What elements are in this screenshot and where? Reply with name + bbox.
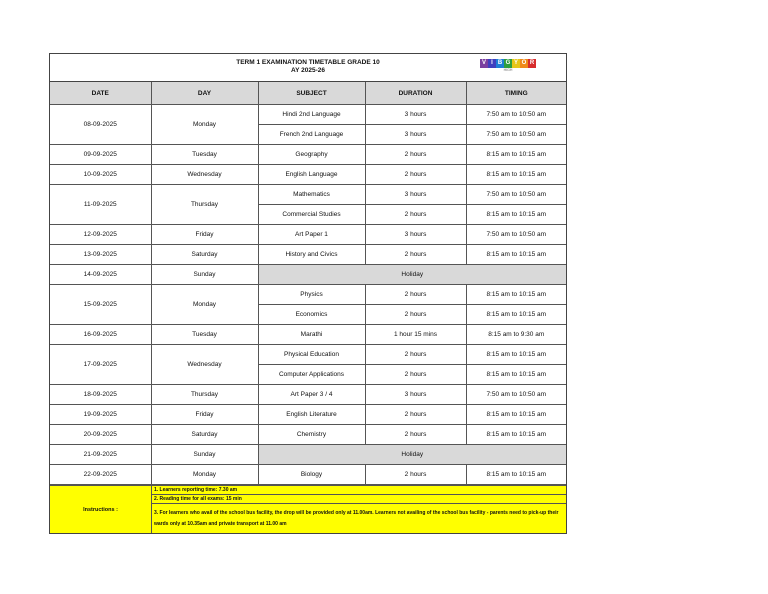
date-cell: 11-09-2025 [50,185,151,225]
table-row [50,105,566,125]
day-cell: Monday [151,285,258,325]
table-row [50,345,566,365]
duration-cell: 2 hours [365,245,466,265]
instruction-item: 2. Reading time for all exams: 15 min [152,495,566,504]
date-cell: 10-09-2025 [50,165,151,185]
timing-cell: 8:15 am to 9:30 am [466,325,566,345]
col-header-timing: TIMING [466,82,566,105]
duration-cell: 2 hours [365,305,466,325]
timing-cell: 8:15 am to 10:15 am [466,285,566,305]
page-subtitle: AY 2025-26 [291,67,325,74]
logo-letters [480,59,536,68]
day-cell: Monday [151,105,258,145]
subject-cell: Hindi 2nd Language [258,105,365,125]
page-title: TERM 1 EXAMINATION TIMETABLE GRADE 10 [236,59,380,66]
table-row [50,145,566,165]
date-cell: 09-09-2025 [50,145,151,165]
subject-cell: English Language [258,165,365,185]
day-cell: Thursday [151,185,258,225]
subject-cell: English Literature [258,405,365,425]
timing-cell: 8:15 am to 10:15 am [466,465,566,485]
day-cell: Sunday [151,265,258,285]
timing-cell: 7:50 am to 10:50 am [466,225,566,245]
subject-cell: Physics [258,285,365,305]
day-cell: Wednesday [151,345,258,385]
table-header-row [50,82,566,105]
timing-cell: 8:15 am to 10:15 am [466,405,566,425]
duration-cell: 2 hours [365,425,466,445]
holiday-cell: Holiday [258,265,566,285]
date-cell: 08-09-2025 [50,105,151,145]
timing-cell: 8:15 am to 10:15 am [466,345,566,365]
table-row [50,325,566,345]
date-cell: 13-09-2025 [50,245,151,265]
subject-cell: Physical Education [258,345,365,365]
table-row [50,165,566,185]
subject-cell: Biology [258,465,365,485]
duration-cell: 3 hours [365,125,466,145]
timetable [50,82,566,485]
timing-cell: 7:50 am to 10:50 am [466,125,566,145]
subject-cell: French 2nd Language [258,125,365,145]
col-header-date: DATE [50,82,151,105]
table-row [50,245,566,265]
duration-cell: 1 hour 15 mins [365,325,466,345]
title-row [50,54,566,82]
day-cell: Saturday [151,245,258,265]
day-cell: Thursday [151,385,258,405]
logo-letter: R [529,60,535,66]
timing-cell: 7:50 am to 10:50 am [466,185,566,205]
timing-cell: 8:15 am to 10:15 am [466,365,566,385]
date-cell: 19-09-2025 [50,405,151,425]
date-cell: 20-09-2025 [50,425,151,445]
timing-cell: 8:15 am to 10:15 am [466,205,566,225]
duration-cell: 2 hours [365,205,466,225]
timetable-sheet [49,53,567,534]
duration-cell: 2 hours [365,145,466,165]
table-row [50,185,566,205]
day-cell: Monday [151,465,258,485]
table-row [50,405,566,425]
duration-cell: 3 hours [365,225,466,245]
col-header-subject: SUBJECT [258,82,365,105]
logo-letter: B [497,60,503,66]
subject-cell: Geography [258,145,365,165]
table-row [50,425,566,445]
table-row [50,265,566,285]
table-row [50,445,566,465]
instructions-list [152,486,566,533]
instruction-item: 1. Learners reporting time: 7.30 am [152,486,566,495]
date-cell: 22-09-2025 [50,465,151,485]
table-row [50,285,566,305]
logo-letter: V [481,60,486,66]
subject-cell: History and Civics [258,245,365,265]
duration-cell: 2 hours [365,345,466,365]
table-row [50,225,566,245]
subject-cell: Economics [258,305,365,325]
timing-cell: 8:15 am to 10:15 am [466,245,566,265]
duration-cell: 2 hours [365,465,466,485]
duration-cell: 3 hours [365,105,466,125]
col-header-duration: DURATION [365,82,466,105]
duration-cell: 2 hours [365,365,466,385]
duration-cell: 2 hours [365,165,466,185]
subject-cell: Art Paper 1 [258,225,365,245]
timing-cell: 7:50 am to 10:50 am [466,385,566,405]
day-cell: Friday [151,225,258,245]
subject-cell: Commercial Studies [258,205,365,225]
day-cell: Saturday [151,425,258,445]
duration-cell: 2 hours [365,405,466,425]
logo-letter: G [505,60,511,66]
day-cell: Tuesday [151,145,258,165]
table-row [50,385,566,405]
table-row [50,465,566,485]
date-cell: 15-09-2025 [50,285,151,325]
date-cell: 21-09-2025 [50,445,151,465]
timing-cell: 8:15 am to 10:15 am [466,305,566,325]
day-cell: Friday [151,405,258,425]
subject-cell: Mathematics [258,185,365,205]
date-cell: 16-09-2025 [50,325,151,345]
subject-cell: Computer Applications [258,365,365,385]
subject-cell: Chemistry [258,425,365,445]
subject-cell: Art Paper 3 / 4 [258,385,365,405]
duration-cell: 3 hours [365,385,466,405]
col-header-day: DAY [151,82,258,105]
instruction-item: 3. For learners who avail of the school bus facility, the drop will be provided only at 11.00am. Learners not availing of the school bus facility - parents need to pick-up their wards only at 10.35am and private transport at 11.00 am [154,510,559,527]
logo-letter: O [521,60,527,66]
subject-cell: Marathi [258,325,365,345]
day-cell: Sunday [151,445,258,465]
day-cell: Wednesday [151,165,258,185]
logo-subtext: HIGH [503,68,513,72]
table-body [50,105,566,485]
timing-cell: 8:15 am to 10:15 am [466,165,566,185]
date-cell: 14-09-2025 [50,265,151,285]
school-logo [480,59,536,73]
date-cell: 18-09-2025 [50,385,151,405]
date-cell: 17-09-2025 [50,345,151,385]
instructions-label: Instructions : [50,486,152,533]
logo-letter: Y [513,60,518,66]
timing-cell: 7:50 am to 10:50 am [466,105,566,125]
timing-cell: 8:15 am to 10:15 am [466,145,566,165]
duration-cell: 2 hours [365,285,466,305]
instructions-section [50,485,566,533]
date-cell: 12-09-2025 [50,225,151,245]
day-cell: Tuesday [151,325,258,345]
logo-letter: I [488,59,496,68]
timing-cell: 8:15 am to 10:15 am [466,425,566,445]
holiday-cell: Holiday [258,445,566,465]
duration-cell: 3 hours [365,185,466,205]
